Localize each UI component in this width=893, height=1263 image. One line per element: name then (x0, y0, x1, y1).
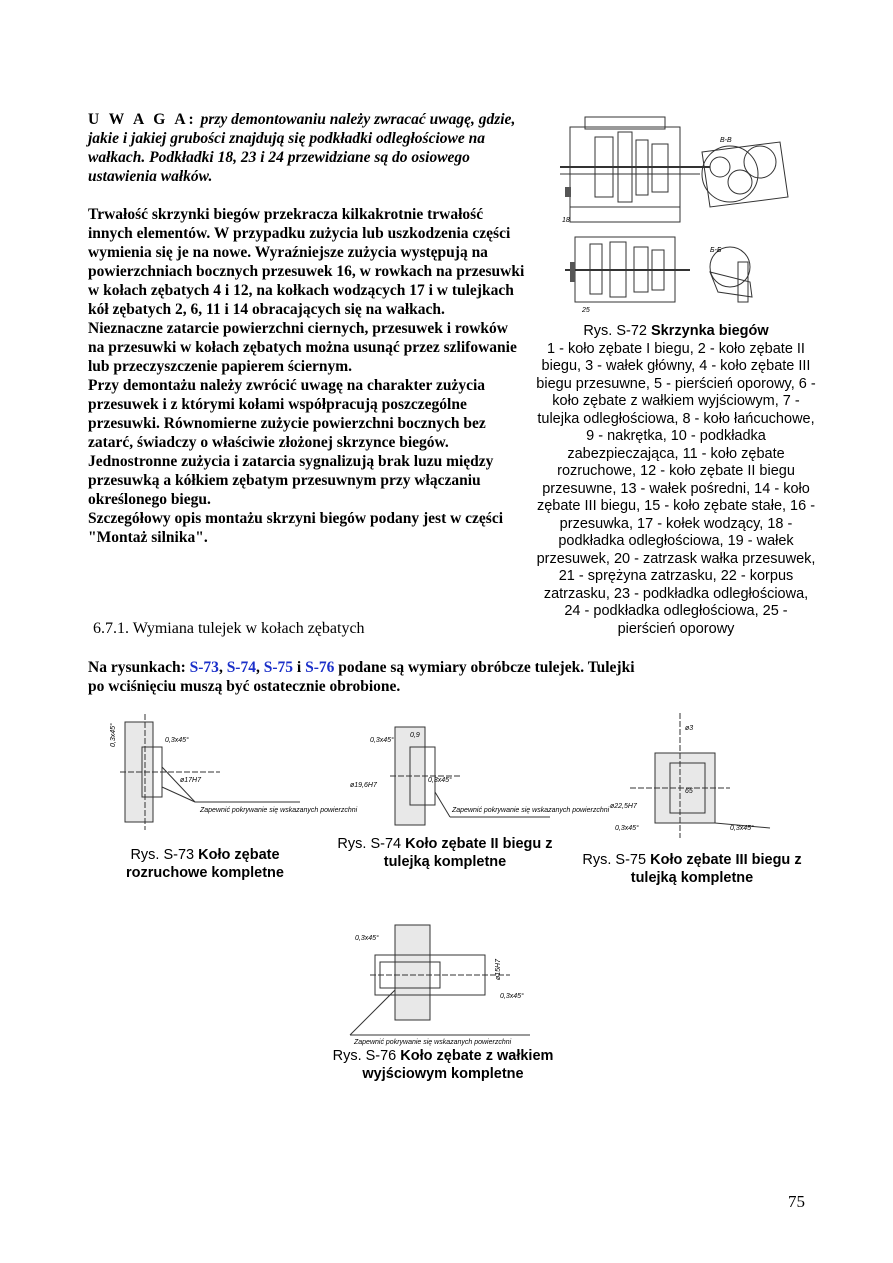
paragraph: Nieznaczne zatarcie powierzchni ciernych, przesuwek i rowków na przesuwki w kołach zębatych można usunąć przez szlifowanie lub przeczyszczenie papierem ściernym. (88, 320, 517, 375)
svg-text:ø15H7: ø15H7 (495, 958, 502, 980)
svg-text:0,3x45°: 0,3x45° (500, 993, 524, 1000)
svg-text:ø17H7: ø17H7 (180, 777, 202, 784)
gear-drawing-s75 (610, 708, 810, 843)
gear-drawing-s73 (100, 712, 358, 837)
figure-number: Rys. S-76 (332, 1048, 397, 1064)
figure-caption-s76 (318, 1048, 568, 1083)
svg-text:0,3x45°: 0,3x45° (165, 737, 189, 744)
svg-text:0,3x45°: 0,3x45° (355, 935, 379, 942)
svg-text:0,9: 0,9 (410, 732, 420, 739)
page-number: 75 (788, 1192, 805, 1211)
svg-text:B-B: B-B (720, 137, 732, 144)
paragraph: Przy demontażu należy zwrócić uwagę na charakter zużycia przesuwek i z którymi kołami współpracują poszczególne przesuwki. Równomierne zużycie powierzchni bocznych bez zatarć, świadczy o właściwie złożonej skrzynce biegów. Jednostronne zużycia i zatarcia sygnalizują brak luzu między przesuwką a kółkiem zębatym przesuwnym przy włączaniu określonego biegu. (88, 377, 494, 508)
figure-number: Rys. S-75 (582, 852, 647, 868)
body-text (88, 205, 528, 547)
svg-text:18: 18 (562, 217, 570, 224)
section-heading: 6.7.1. Wymiana tulejek w kołach zębatych (93, 620, 365, 637)
figure-caption-s73 (100, 847, 310, 882)
link-s74[interactable]: S-74 (226, 659, 256, 676)
separator: , (218, 659, 223, 676)
svg-text:65: 65 (685, 788, 693, 795)
svg-text:0,3x45°: 0,3x45° (370, 737, 394, 744)
figure-caption-s72 (535, 323, 817, 638)
warning-prefix: U W A G A: (88, 111, 197, 128)
svg-text:Б-Б: Б-Б (710, 247, 722, 254)
figure-legend: 1 - koło zębate I biegu, 2 - koło zębate II biegu, 3 - wałek główny, 4 - koło zębate III biegu przesuwne, 5 - pierścień oporowy, 6 - koło zębate z wałkiem wyjściowym, 7 - tulejka odległościowa, 8 - koło łańcuchowe, 9 - nakrętka, 10 - podkładka zabezpieczająca, 11 - koło zębate rozruchowe, 12 - koło zębate II biegu przesuwne, 13 - wałek pośredni, 14 - koło zębate III biegu, 15 - koło zębate stałe, 16 - przesuwka, 17 - kołek wodzący, 18 - podkładka odległościowa, 19 - wałek przesuwek, 20 - zatrzask wałka przesuwek, 21 - sprężyna zatrzasku, 22 - korpus zatrzasku, 23 - podkładka odległościowa, 24 - podkładka odległościowa, 25 - pierścień oporowy (536, 340, 816, 637)
svg-text:0,3x45°: 0,3x45° (615, 825, 639, 832)
link-s75[interactable]: S-75 (263, 659, 294, 676)
gearbox-drawing-s72 (560, 112, 820, 322)
svg-text:0,3x45°: 0,3x45° (110, 723, 117, 747)
figure-note: Zapewnić pokrywanie się wskazanych powierzchni (354, 1039, 512, 1046)
warning-note (88, 110, 528, 186)
separator: i (296, 659, 302, 676)
svg-text:ø22,5H7: ø22,5H7 (610, 803, 637, 810)
svg-text:0,3x45°: 0,3x45° (428, 777, 452, 784)
paragraph: Szczegółowy opis montażu skrzyni biegów podany jest w części "Montaż silnika". (88, 510, 504, 546)
svg-text:ø19,6H7: ø19,6H7 (350, 782, 377, 789)
svg-text:0,3x45°: 0,3x45° (730, 825, 754, 832)
link-s76[interactable]: S-76 (305, 659, 335, 676)
figure-caption-s74 (330, 836, 560, 871)
figure-ref-prefix: Na rysunkach: (88, 659, 186, 676)
svg-text:25: 25 (582, 307, 590, 314)
figure-number: Rys. S-74 (337, 836, 402, 852)
figure-number: Rys. S-73 (130, 847, 195, 863)
svg-text:ø3: ø3 (685, 725, 694, 732)
figure-number: Rys. S-72 (583, 323, 647, 339)
separator: , (255, 659, 260, 676)
figure-title: Skrzynka biegów (651, 323, 769, 339)
paragraph: Trwałość skrzynki biegów przekracza kilkakrotnie trwałość innych elementów. W przypadku zużycia lub uszkodzenia części wymienia się je na nowe. Wyraźniejsze zużycia występują na powierzchniach bocznych przesuwek 16, w rowkach na przesuwki w kołach zębatych 4 i 12, na kołkach wodzących 17 i w tulejkach kół zębatych 2, 6, 11 i 14 obracających się na wałkach. (88, 206, 525, 318)
link-s73[interactable]: S-73 (189, 659, 219, 676)
figure-title: Koło zębate II biegu z tulejką kompletne (383, 836, 553, 870)
gear-drawing-s74 (350, 712, 610, 832)
warning-text: przy demontowaniu należy zwracać uwagę, gdzie, jakie i jakiej grubości znajdują się podkładki odległościowe na wałkach. Podkładki 18, 23 i 24 przewidziane są do osiowego ustawienia wałków. (88, 111, 516, 185)
figure-note: Zapewnić pokrywanie się wskazanych powierzchni (200, 807, 358, 814)
figure-title: Koło zębate rozruchowe kompletne (126, 847, 284, 881)
figure-note: Zapewnić pokrywanie się wskazanych powierzchni (452, 807, 610, 814)
gear-drawing-s76 (340, 920, 550, 1045)
figure-reference (88, 658, 648, 696)
figure-title: Koło zębate III biegu z tulejką kompletne (630, 852, 802, 886)
figure-ref-suffix: podane są wymiary obróbcze tulejek. Tulejki po wciśnięciu muszą być ostatecznie obrobione. (88, 659, 635, 695)
figure-title: Koło zębate z wałkiem wyjściowym kompletne (362, 1048, 554, 1082)
figure-caption-s75 (572, 852, 812, 887)
